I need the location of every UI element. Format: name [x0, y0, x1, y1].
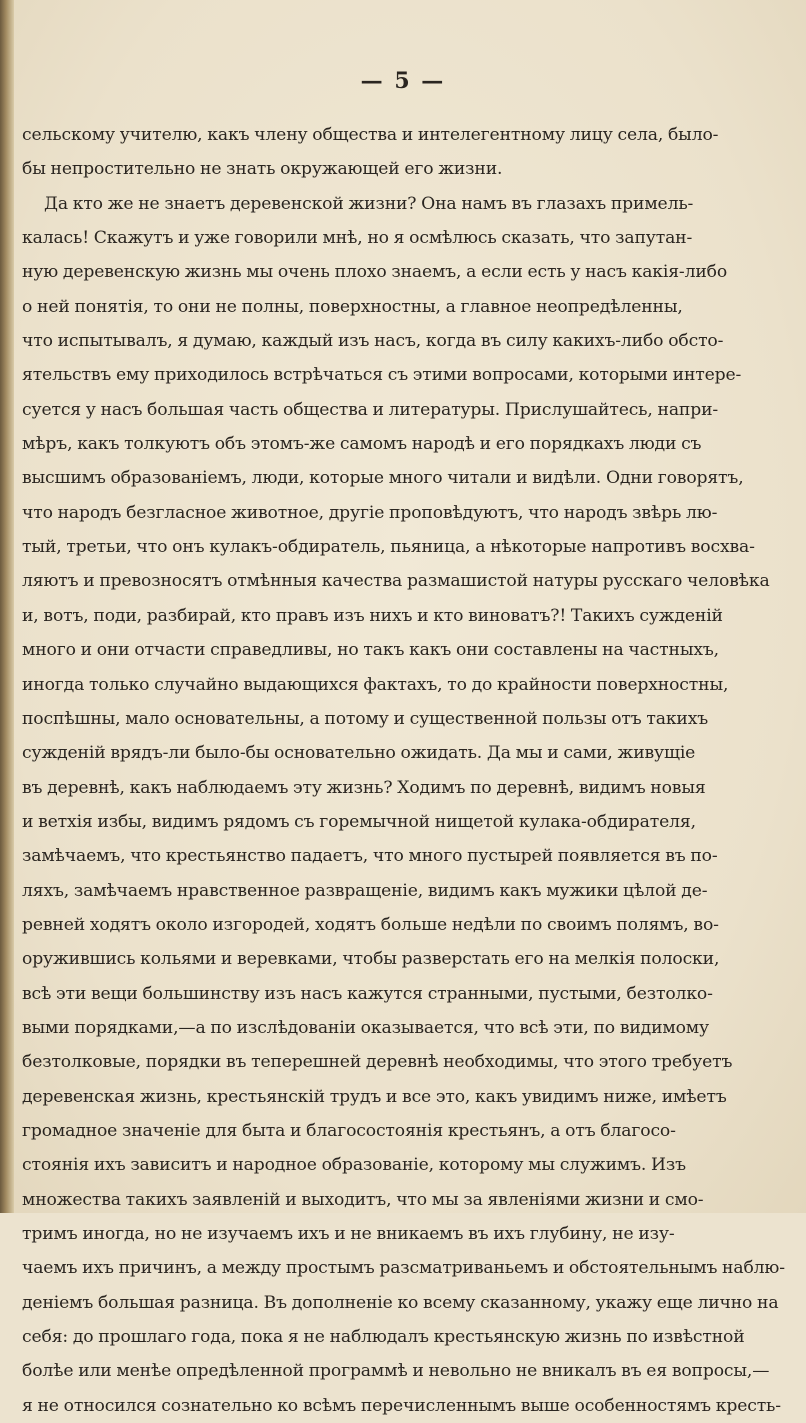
text-line: ляхъ, замѣчаемъ нравственное развращеніе, видимъ какъ мужики цѣлой де- — [22, 880, 708, 901]
text-line: всѣ эти вещи большинству изъ насъ кажутся странными, пустыми, безтолко- — [22, 983, 713, 1004]
text-line: и, вотъ, поди, разбирай, кто правъ изъ нихъ и кто виноватъ?! Такихъ сужденій — [22, 605, 723, 626]
text-line: суется у насъ большая часть общества и литературы. Прислушайтесь, напри- — [22, 399, 719, 420]
text-line: деревенская жизнь, крестьянскій трудъ и все это, какъ увидимъ ниже, имѣетъ — [22, 1086, 727, 1107]
text-line: мѣръ, какъ толкуютъ объ этомъ-же самомъ народѣ и его порядкахъ люди съ — [22, 434, 702, 455]
text-line: ную деревенскую жизнь мы очень плохо знаемъ, а если есть у насъ какія-либо — [22, 262, 728, 283]
text-line: много и они отчасти справедливы, но такъ какъ они составлены на частныхъ, — [22, 640, 719, 661]
text-line: безтолковые, порядки въ теперешней деревнѣ необходимы, что этого требуетъ — [22, 1052, 733, 1073]
text-line: высшимъ образованіемъ, люди, которые много читали и видѣли. Одни говорятъ, — [22, 468, 744, 489]
text-line: громадное значеніе для быта и благосостоянія крестьянъ, а отъ благосо- — [22, 1120, 676, 1141]
text-line: тый, третьи, что онъ кулакъ-обдиратель, пьяница, а нѣкоторые напротивъ восхва- — [22, 537, 755, 558]
text-line: выми порядками,—а по изслѣдованіи оказывается, что всѣ эти, по видимому — [22, 1017, 709, 1038]
text-line: иногда только случайно выдающихся фактахъ, то до крайности поверхностны, — [22, 674, 729, 695]
text-line: я не относился сознательно ко всѣмъ перечисленнымъ выше особенностямъ кресть- — [22, 1395, 781, 1416]
body-text — [22, 118, 785, 1423]
text-line: Да кто же не знаетъ деревенской жизни? Она намъ въ глазахъ примель- — [44, 193, 694, 214]
text-line: калась! Скажутъ и уже говорили мнѣ, но я осмѣлюсь сказать, что запутан- — [22, 228, 693, 249]
text-line: поспѣшны, мало основательны, а потому и существенной пользы отъ такихъ — [22, 708, 709, 729]
text-line: множества такихъ заявленій и выходитъ, что мы за явленіями жизни и смо- — [22, 1189, 704, 1210]
text-line: себя: до прошлаго года, пока я не наблюдалъ крестьянскую жизнь по извѣстной — [22, 1327, 745, 1348]
text-line: болѣе или менѣе опредѣленной программѣ и невольно не вникалъ въ ея вопросы,— — [22, 1361, 770, 1382]
text-line: и ветхія избы, видимъ рядомъ съ горемычной нищетой кулака-обдирателя, — [22, 811, 696, 832]
text-line: замѣчаемъ, что крестьянство падаетъ, что много пустырей появляется въ по- — [22, 846, 718, 867]
text-line: что народъ безгласное животное, другіе проповѣдуютъ, что народъ звѣрь лю- — [22, 502, 718, 523]
text-line: тримъ иногда, но не изучаемъ ихъ и не вникаемъ въ ихъ глубину, не изу- — [22, 1224, 675, 1244]
text-line: въ деревнѣ, какъ наблюдаемъ эту жизнь? Ходимъ по деревнѣ, видимъ новыя — [22, 777, 706, 798]
text-line: ятельствъ ему приходилось встрѣчаться съ этими вопросами, которыми интере- — [22, 365, 742, 386]
book-spine-edge — [0, 0, 14, 1213]
text-line: сужденій врядъ-ли было-бы основательно ожидать. Да мы и сами, живущіе — [22, 743, 696, 764]
text-line: о ней понятія, то они не полны, поверхностны, а главное неопредѣленны, — [22, 296, 683, 317]
text-line: сельскому учителю, какъ члену общества и интелегентному лицу села, было- — [22, 125, 719, 145]
text-line: чаемъ ихъ причинъ, а между простымъ разсматриваньемъ и обстоятельнымъ наблю- — [22, 1258, 785, 1279]
text-line: что испытывалъ, я думаю, каждый изъ насъ, когда въ силу какихъ-либо обсто- — [22, 331, 724, 352]
text-line: стоянія ихъ зависитъ и народное образованіе, которому мы служимъ. Изъ — [22, 1155, 686, 1176]
text-line: бы непростительно не знать окружающей его жизни. — [22, 159, 503, 180]
text-line: деніемъ большая разница. Въ дополненіе ко всему сказанному, укажу еще лично на — [22, 1292, 779, 1313]
text-line: оружившись кольями и веревками, чтобы разверстать его на мелкія полоски, — [22, 949, 720, 970]
text-line: ляютъ и превозносятъ отмѣнныя качества размашистой натуры русскаго человѣка — [22, 571, 770, 592]
page-number: — 5 — — [360, 68, 446, 94]
text-line: ревней ходятъ около изгородей, ходятъ больше недѣли по своимъ полямъ, во- — [22, 914, 719, 935]
